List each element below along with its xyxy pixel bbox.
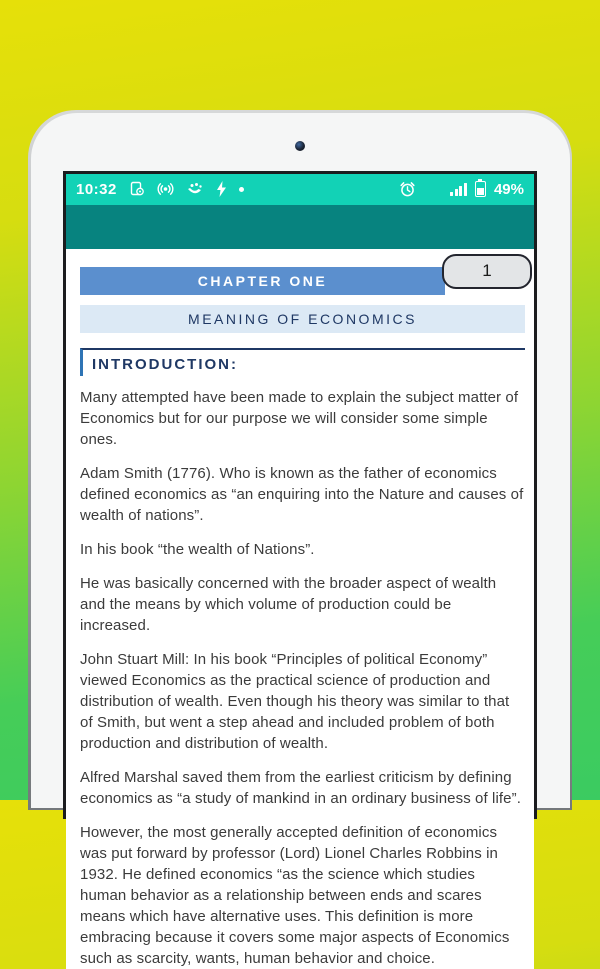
- hotspot-icon: [157, 181, 174, 197]
- app-header-bar: [66, 205, 534, 249]
- paragraph: In his book “the wealth of Nations”.: [80, 540, 315, 558]
- page-number-tab[interactable]: 1: [442, 254, 532, 289]
- charging-icon: [216, 181, 227, 197]
- paragraph: Many attempted have been made to explain the subject matter of Economics but for our purpose we will consider some simple ones.: [80, 388, 519, 448]
- screenshot-icon: [129, 181, 145, 197]
- battery-percent: 49%: [493, 180, 524, 198]
- tablet-device: [28, 110, 572, 967]
- document-content: [66, 249, 534, 969]
- paragraph: Adam Smith (1776). Who is known as the father of economics defined economics as “an enquiring into the Nature and causes of wealth of nations”.: [80, 464, 524, 524]
- paragraph: Alfred Marshal saved them from the earliest criticism by defining economics as “a study of mankind in an ordinary business of life”.: [80, 768, 521, 807]
- chapter-header-row: [80, 261, 525, 295]
- paragraph: However, the most generally accepted definition of economics was put forward by professor (Lord) Lionel Charles Robbins in 1932. He defined economics “as the science which studies human behavior as a relationship between ends and scares means which have alternative uses. This definition is more embracing because it covers some major aspects of Economics such as scarcity, wants, human behavior and choice.: [80, 823, 510, 967]
- tablet-bezel: [31, 113, 570, 967]
- introduction-heading: INTRODUCTION:: [80, 348, 525, 376]
- chapter-header: CHAPTER ONE: [80, 267, 445, 295]
- paragraph: John Stuart Mill: In his book “Principles of political Economy” viewed Economics as the practical science of production and distribution of wealth. Even though his theory was similar to that of Smith, but went a step ahead and included problem of both production and distribution of wealth.: [80, 650, 510, 752]
- signal-icon: [450, 183, 467, 196]
- device-screen: [63, 171, 537, 967]
- clock-time: 10:32: [76, 180, 117, 198]
- battery-icon: [475, 181, 486, 197]
- notification-dot-icon: [239, 187, 244, 192]
- front-camera-icon: [295, 141, 305, 151]
- status-bar: [66, 174, 534, 205]
- section-title: MEANING OF ECONOMICS: [80, 305, 525, 333]
- alarm-icon: [399, 181, 416, 198]
- paragraph: He was basically concerned with the broader aspect of wealth and the means by which volume of production could be increased.: [80, 574, 497, 634]
- palm-gesture-icon: [186, 181, 204, 197]
